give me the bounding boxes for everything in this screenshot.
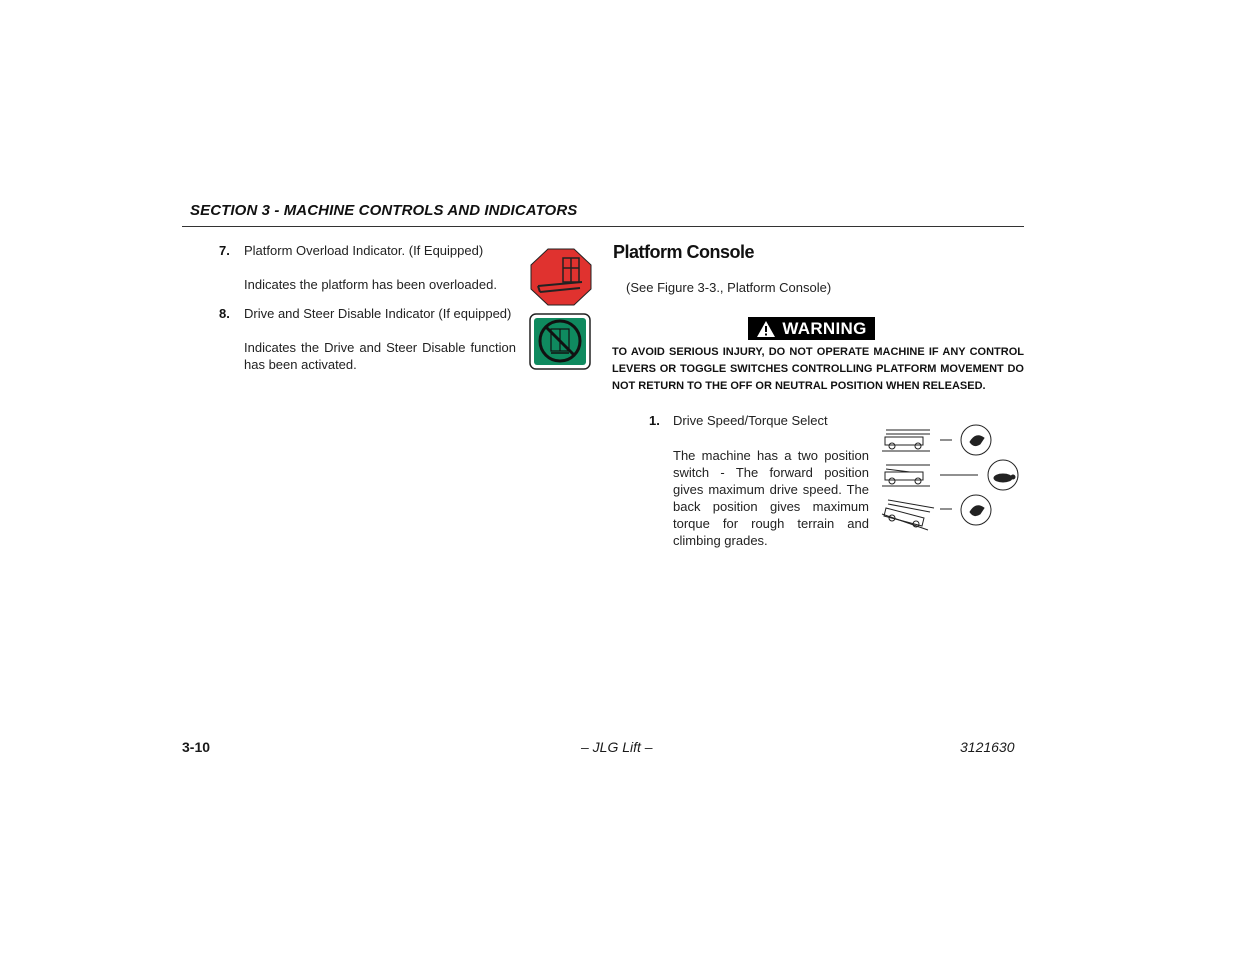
figure-reference: (See Figure 3-3., Platform Console)	[626, 280, 832, 295]
item-number-8: 8.	[219, 306, 230, 321]
warning-badge	[748, 317, 875, 340]
warning-label: WARNING	[782, 318, 867, 338]
drive-steer-disable-icon	[529, 313, 591, 375]
item-number-7: 7.	[219, 243, 230, 258]
item-description-drive-speed-torque: The machine has a two position switch - The forward position gives maximum drive speed. The back position gives maximum torque for rough terrain and climbing grades.	[673, 448, 869, 548]
section-title: SECTION 3 - MACHINE CONTROLS AND INDICATORS	[190, 202, 578, 219]
page-number: 3-10	[182, 739, 211, 755]
item-description-platform-overload: Indicates the platform has been overloaded.	[244, 277, 497, 292]
item-title-platform-overload: Platform Overload Indicator. (If Equipped)	[244, 243, 484, 258]
item-description-drive-steer-disable: Indicates the Drive and Steer Disable function has been activated.	[244, 340, 516, 372]
document-number: 3121630	[960, 739, 1015, 755]
item-title-drive-speed-torque: Drive Speed/Torque Select	[673, 413, 828, 428]
item-title-drive-steer-disable: Drive and Steer Disable Indicator (If equipped)	[244, 306, 512, 321]
item-number-1: 1.	[649, 413, 660, 428]
drive-speed-torque-diagram-icon	[880, 418, 1022, 537]
footer-center-text: – JLG Lift –	[581, 739, 653, 755]
platform-overload-octagon-icon	[530, 248, 592, 311]
header-divider	[182, 226, 1024, 227]
platform-console-heading: Platform Console	[613, 242, 755, 262]
warning-text: TO AVOID SERIOUS INJURY, DO NOT OPERATE MACHINE IF ANY CONTROL LEVERS OR TOGGLE SWITCHES CONTROLLING PLATFORM MOVEMENT DO NOT RETURN TO THE OFF OR NEUTRAL POSITION WHEN RELEASED.	[612, 346, 1024, 392]
warning-triangle-icon	[756, 320, 776, 338]
